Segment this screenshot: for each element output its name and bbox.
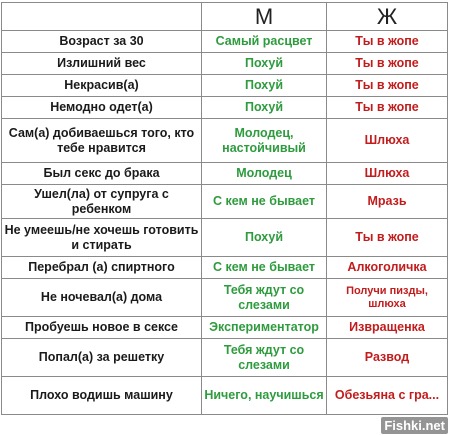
situation-cell: Попал(а) за решетку <box>2 339 202 377</box>
women-cell: Ты в жопе <box>327 75 448 97</box>
men-cell: Похуй <box>202 53 327 75</box>
situation-cell: Был секс до брака <box>2 163 202 185</box>
situation-cell: Сам(а) добиваешься того, кто тебе нравится <box>2 119 202 163</box>
women-cell: Ты в жопе <box>327 31 448 53</box>
men-cell: Самый расцвет <box>202 31 327 53</box>
situation-cell: Некрасив(а) <box>2 75 202 97</box>
watermark: Fishki.net <box>381 417 448 434</box>
table-row <box>2 257 448 279</box>
situation-cell: Излишний вес <box>2 53 202 75</box>
table-row <box>2 97 448 119</box>
situation-cell: Возраст за 30 <box>2 31 202 53</box>
men-cell: Молодец <box>202 163 327 185</box>
women-cell: Шлюха <box>327 119 448 163</box>
men-cell: Молодец, настойчивый <box>202 119 327 163</box>
situation-cell: Не ночевал(а) дома <box>2 279 202 317</box>
men-cell: Тебя ждут со слезами <box>202 339 327 377</box>
women-cell: Алкоголичка <box>327 257 448 279</box>
men-cell: Тебя ждут со слезами <box>202 279 327 317</box>
situation-cell: Пробуешь новое в сексе <box>2 317 202 339</box>
table-row <box>2 163 448 185</box>
women-cell: Получи пизды, шлюха <box>327 279 448 317</box>
women-cell: Ты в жопе <box>327 97 448 119</box>
table-row <box>2 219 448 257</box>
situation-cell: Ушел(ла) от супруга с ребенком <box>2 185 202 219</box>
situation-cell: Не умеешь/не хочешь готовить и стирать <box>2 219 202 257</box>
women-cell: Ты в жопе <box>327 219 448 257</box>
table-row <box>2 185 448 219</box>
women-cell: Обезьяна с гра... <box>327 377 448 415</box>
women-cell: Мразь <box>327 185 448 219</box>
header-men: М <box>202 3 327 31</box>
men-cell: Похуй <box>202 75 327 97</box>
men-cell: С кем не бывает <box>202 185 327 219</box>
header-women: Ж <box>327 3 448 31</box>
table-row <box>2 75 448 97</box>
men-cell: Похуй <box>202 219 327 257</box>
women-cell: Развод <box>327 339 448 377</box>
women-cell: Шлюха <box>327 163 448 185</box>
women-cell: Извращенка <box>327 317 448 339</box>
situation-cell: Перебрал (а) спиртного <box>2 257 202 279</box>
header-row <box>2 3 448 31</box>
situation-cell: Плохо водишь машину <box>2 377 202 415</box>
table-row <box>2 317 448 339</box>
table-row <box>2 31 448 53</box>
men-cell: Ничего, научишься <box>202 377 327 415</box>
table-row <box>2 53 448 75</box>
comparison-table <box>1 2 448 415</box>
men-cell: С кем не бывает <box>202 257 327 279</box>
header-situation <box>2 3 202 31</box>
table-row <box>2 339 448 377</box>
men-cell: Экспериментатор <box>202 317 327 339</box>
situation-cell: Немодно одет(а) <box>2 97 202 119</box>
table-row <box>2 119 448 163</box>
table-row <box>2 279 448 317</box>
men-cell: Похуй <box>202 97 327 119</box>
women-cell: Ты в жопе <box>327 53 448 75</box>
table-row <box>2 377 448 415</box>
